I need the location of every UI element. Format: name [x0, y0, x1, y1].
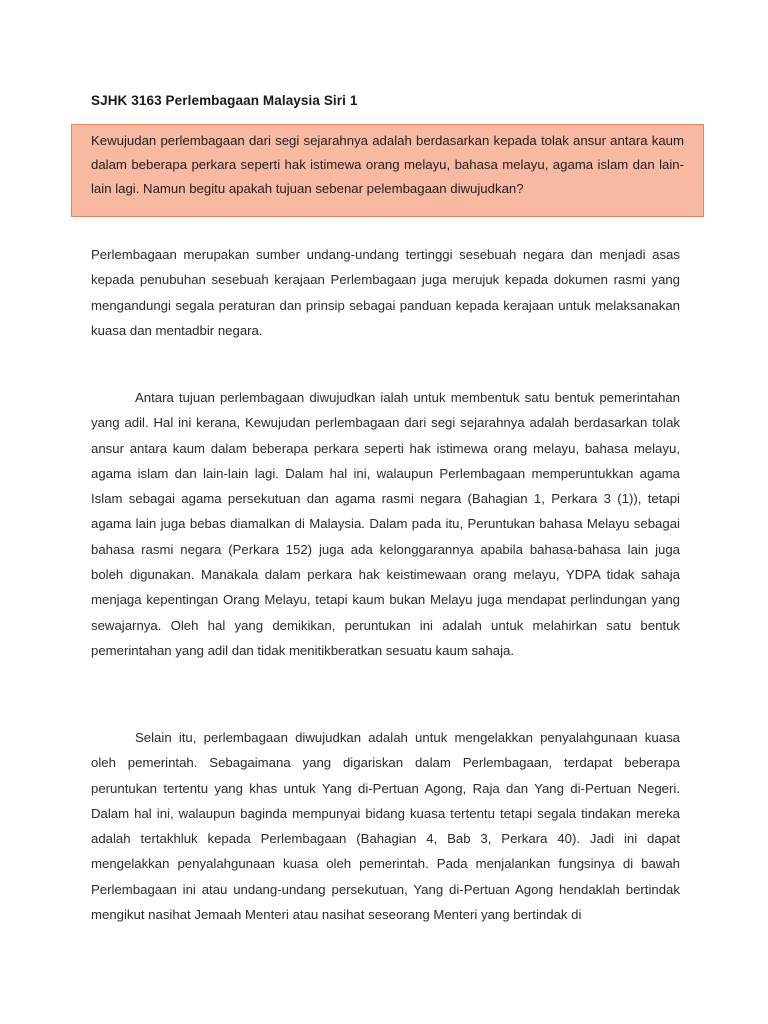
paragraph-fair-government: Antara tujuan perlembagaan diwujudkan ialah untuk membentuk satu bentuk pemerintahan yang adil. Hal ini kerana, Kewujudan perlembagaan dari segi sejarahnya adalah berdasarkan tolak ansur antara kaum dalam beberapa perkara seperti hak istimewa orang melayu, bahasa melayu, agama islam dan lain-lain lagi. Dalam hal ini, walaupun Perlembagaan memperuntukkan agama Islam sebagai agama persekutuan dan agama rasmi negara (Bahagian 1, Perkara 3 (1)), tetapi agama lain juga bebas diamalkan di Malaysia. Dalam pada itu, Peruntukan bahasa Melayu sebagai bahasa rasmi negara (Perkara 152) juga ada kelonggarannya apabila bahasa-bahasa lain juga boleh digunakan. Manakala dalam perkara hak keistimewaan orang melayu, YDPA tidak sahaja menjaga kepentingan Orang Melayu, tetapi kaum bukan Melayu juga mendapat perlindungan yang sewajarnya. Oleh hal yang demikikan, peruntukan ini adalah untuk melahirkan satu bentuk pemerintahan yang adil dan tidak menitikberatkan sesuatu kaum sahaja. [91, 390, 680, 658]
paragraph-abuse-of-power: Selain itu, perlembagaan diwujudkan adalah untuk mengelakkan penyalahgunaan kuasa oleh pemerintah. Sebagaimana yang digariskan dalam Perlembagaan, terdapat beberapa peruntukan tertentu yang khas untuk Yang di-Pertuan Agong, Raja dan Yang di-Pertuan Negeri. Dalam hal ini, walaupun baginda mempunyai bidang kuasa tertentu tetapi segala tindakan mereka adalah tertakhluk kepada Perlembagaan (Bahagian 4, Bab 3, Perkara 40). Jadi ini dapat mengelakkan penyalahgunaan kuasa oleh pemerintah. Pada menjalankan fungsinya di bawah Perlembagaan ini atau undang-undang persekutuan, Yang di-Pertuan Agong hendaklah bertindak mengikut nasihat Jemaah Menteri atau nasihat seseorang Menteri yang bertindak di [91, 730, 680, 923]
paragraph-intro: Perlembagaan merupakan sumber undang-undang tertinggi sesebuah negara dan menjadi asas kepada penubuhan sesebuah kerajaan Perlembagaan juga merujuk kepada dokumen rasmi yang mengandungi segala peraturan dan prinsip sebagai panduan kepada kerajaan untuk melaksanakan kuasa dan mentadbir negara. [91, 247, 680, 338]
question-callout-box: Kewujudan perlembagaan dari segi sejarahnya adalah berdasarkan kepada tolak ansur antara kaum dalam beberapa perkara seperti hak istimewa orang melayu, bahasa melayu, agama islam dan lain-lain lagi. Namun begitu apakah tujuan sebenar pelembagaan diwujudkan? [71, 124, 704, 217]
document-title: SJHK 3163 Perlembagaan Malaysia Siri 1 [91, 93, 358, 108]
